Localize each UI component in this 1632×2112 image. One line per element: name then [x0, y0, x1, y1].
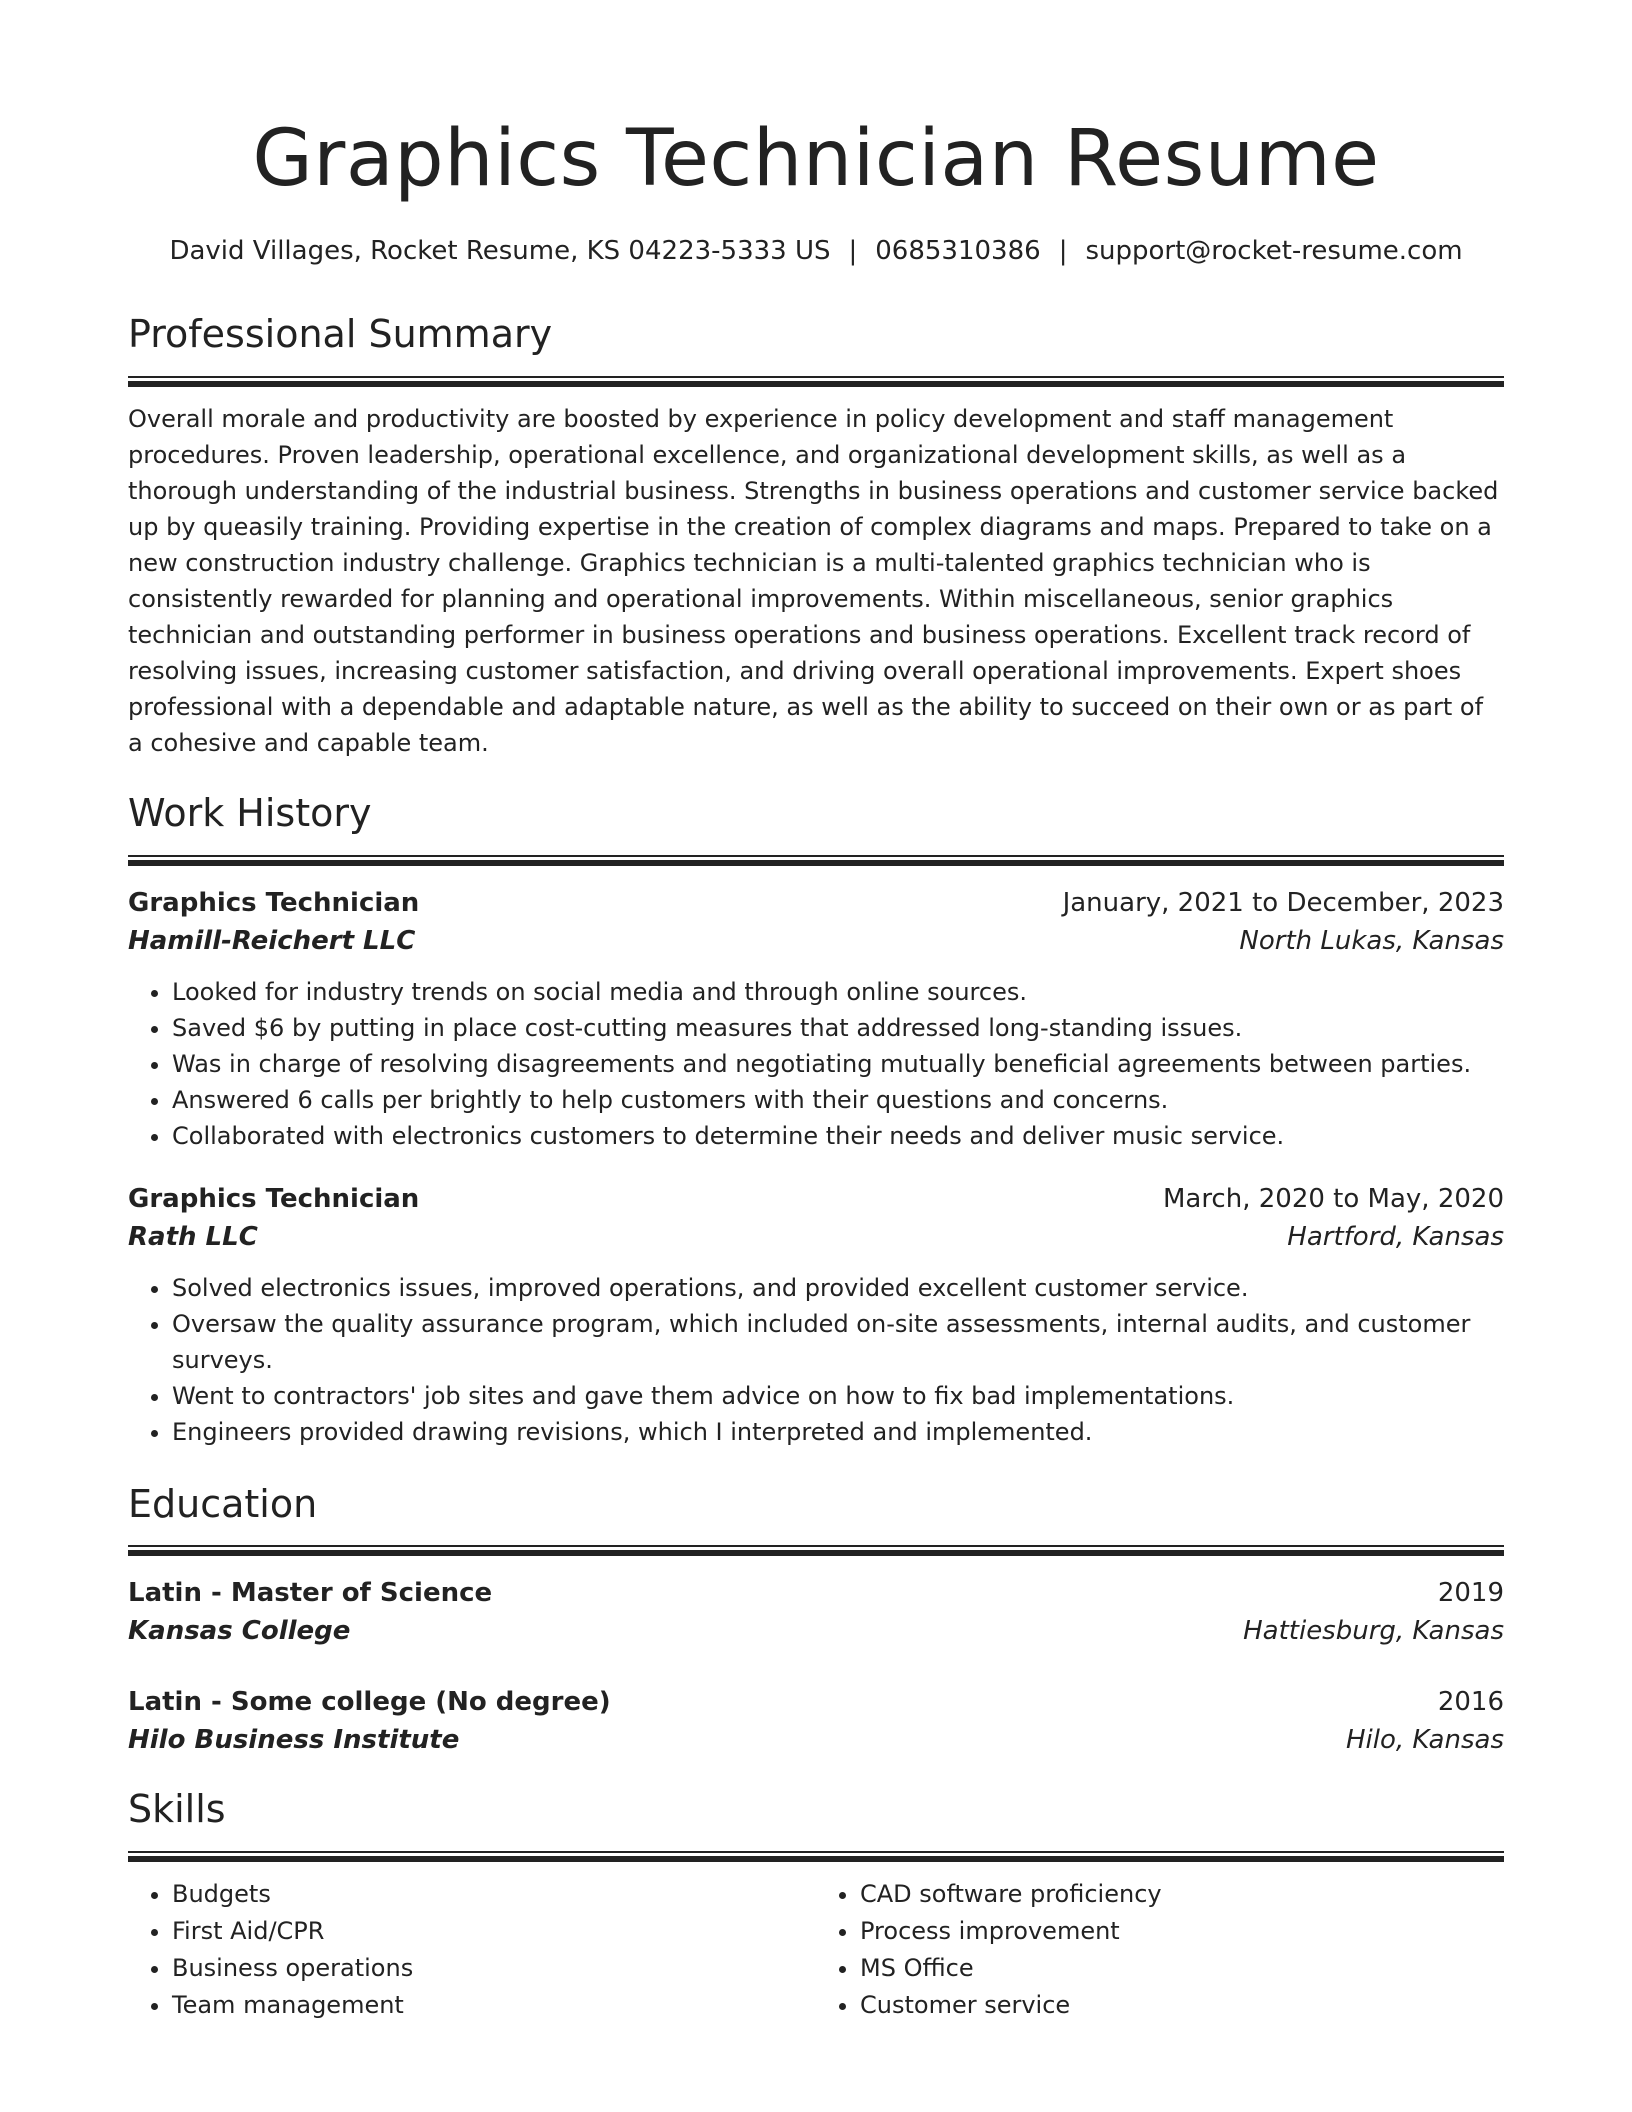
contact-email: support@rocket-resume.com [1085, 236, 1463, 266]
contact-address: David Villages, Rocket Resume, KS 04223-5333 US [169, 236, 831, 266]
education-degree: Latin - Some college (No degree) [128, 1687, 611, 1718]
education-school-row [128, 1721, 1504, 1759]
list-item: • Was in charge of resolving disagreements and negotiating mutually beneficial agreements between parties. [172, 1046, 1504, 1082]
job-location: Hartford, Kansas [1287, 1221, 1504, 1252]
education-school-row [128, 1612, 1504, 1650]
list-item: • Solved electronics issues, improved operations, and provided excellent customer service. [172, 1270, 1504, 1306]
education-section [128, 1481, 1504, 1760]
job-company-row [128, 1218, 1504, 1256]
contact-phone: 0685310386 [875, 236, 1041, 266]
skills-section [128, 1789, 1504, 2024]
education-entry [128, 1574, 1504, 1650]
education-location: Hattiesburg, Kansas [1243, 1616, 1504, 1647]
list-item: • Went to contractors' job sites and gave them advice on how to fix bad implementations. [172, 1378, 1504, 1414]
job-dates: March, 2020 to May, 2020 [1162, 1183, 1504, 1214]
education-year: 2019 [1437, 1578, 1504, 1609]
job-bullets [128, 1270, 1504, 1450]
job-header-row [128, 1180, 1504, 1218]
skills-heading: Skills [128, 1787, 226, 1832]
skill-item: • Process improvement [860, 1913, 1504, 1950]
contact-separator: | [1058, 236, 1068, 266]
list-item: • Saved $6 by putting in place cost-cutting measures that addressed long-standing issues. [172, 1010, 1504, 1046]
skill-item: • Customer service [860, 1987, 1504, 2024]
list-item: • Oversaw the quality assurance program, which included on-site assessments, internal audits, and customer surveys. [172, 1306, 1504, 1378]
education-header-row [128, 1574, 1504, 1612]
education-degree: Latin - Master of Science [128, 1578, 493, 1609]
skills-column-right [816, 1876, 1504, 2024]
education-school: Hilo Business Institute [128, 1725, 460, 1756]
job-entry [128, 884, 1504, 1154]
job-header-row [128, 884, 1504, 922]
summary-text: Overall morale and productivity are boosted by experience in policy development and staff management procedures. Proven leadership, operational excellence, and organizational development skills, as well as a thorough understanding of the industrial business. Strengths in business operations and customer service backed up by queasily training. Providing expertise in the creation of complex diagrams and maps. Prepared to take on a new construction industry challenge. Graphics technician is a multi-talented graphics technician who is consistently rewarded for planning and operational improvements. Within miscellaneous, senior graphics technician and outstanding performer in business operations and business operations. Excellent track record of resolving issues, increasing customer satisfaction, and driving overall operational improvements. Expert shoes professional with a dependable and adaptable nature, as well as the ability to succeed on their own or as part of a cohesive and capable team. [128, 404, 1499, 757]
job-entry [128, 1180, 1504, 1450]
work-history-heading: Work History [128, 790, 372, 835]
contact-line [128, 236, 1504, 266]
job-company: Hamill-Reichert LLC [128, 925, 416, 956]
job-bullets [128, 974, 1504, 1154]
section-divider [128, 1545, 1504, 1556]
education-heading: Education [128, 1481, 318, 1526]
list-item: • Answered 6 calls per brightly to help customers with their questions and concerns. [172, 1082, 1504, 1118]
work-history-section [128, 790, 1504, 1450]
summary-section [128, 314, 1504, 761]
contact-separator: | [848, 236, 858, 266]
skill-item: • Business operations [172, 1950, 816, 1987]
summary-heading: Professional Summary [128, 312, 553, 356]
job-company: Rath LLC [128, 1221, 258, 1252]
skills-grid [128, 1876, 1504, 2024]
education-location: Hilo, Kansas [1346, 1725, 1504, 1756]
job-company-row [128, 922, 1504, 960]
skill-item: • First Aid/CPR [172, 1913, 816, 1950]
education-entry [128, 1683, 1504, 1759]
skill-item: • Budgets [172, 1876, 816, 1913]
list-item: • Looked for industry trends on social media and through online sources. [172, 974, 1504, 1010]
education-year: 2016 [1437, 1687, 1504, 1718]
education-header-row [128, 1683, 1504, 1721]
section-divider [128, 855, 1504, 866]
job-title: Graphics Technician [128, 887, 420, 918]
skill-item: • Team management [172, 1987, 816, 2024]
job-location: North Lukas, Kansas [1239, 925, 1504, 956]
job-dates: January, 2021 to December, 2023 [1062, 887, 1504, 918]
list-item: • Engineers provided drawing revisions, which I interpreted and implemented. [172, 1414, 1504, 1450]
skills-column-left [128, 1876, 816, 2024]
skill-item: • MS Office [860, 1950, 1504, 1987]
job-title: Graphics Technician [128, 1183, 420, 1214]
section-divider [128, 376, 1504, 387]
education-school: Kansas College [128, 1616, 351, 1647]
list-item: • Collaborated with electronics customers to determine their needs and deliver music service. [172, 1118, 1504, 1154]
resume-title: Graphics Technician Resume [252, 114, 1380, 204]
section-divider [128, 1851, 1504, 1862]
skill-item: • CAD software proficiency [860, 1876, 1504, 1913]
